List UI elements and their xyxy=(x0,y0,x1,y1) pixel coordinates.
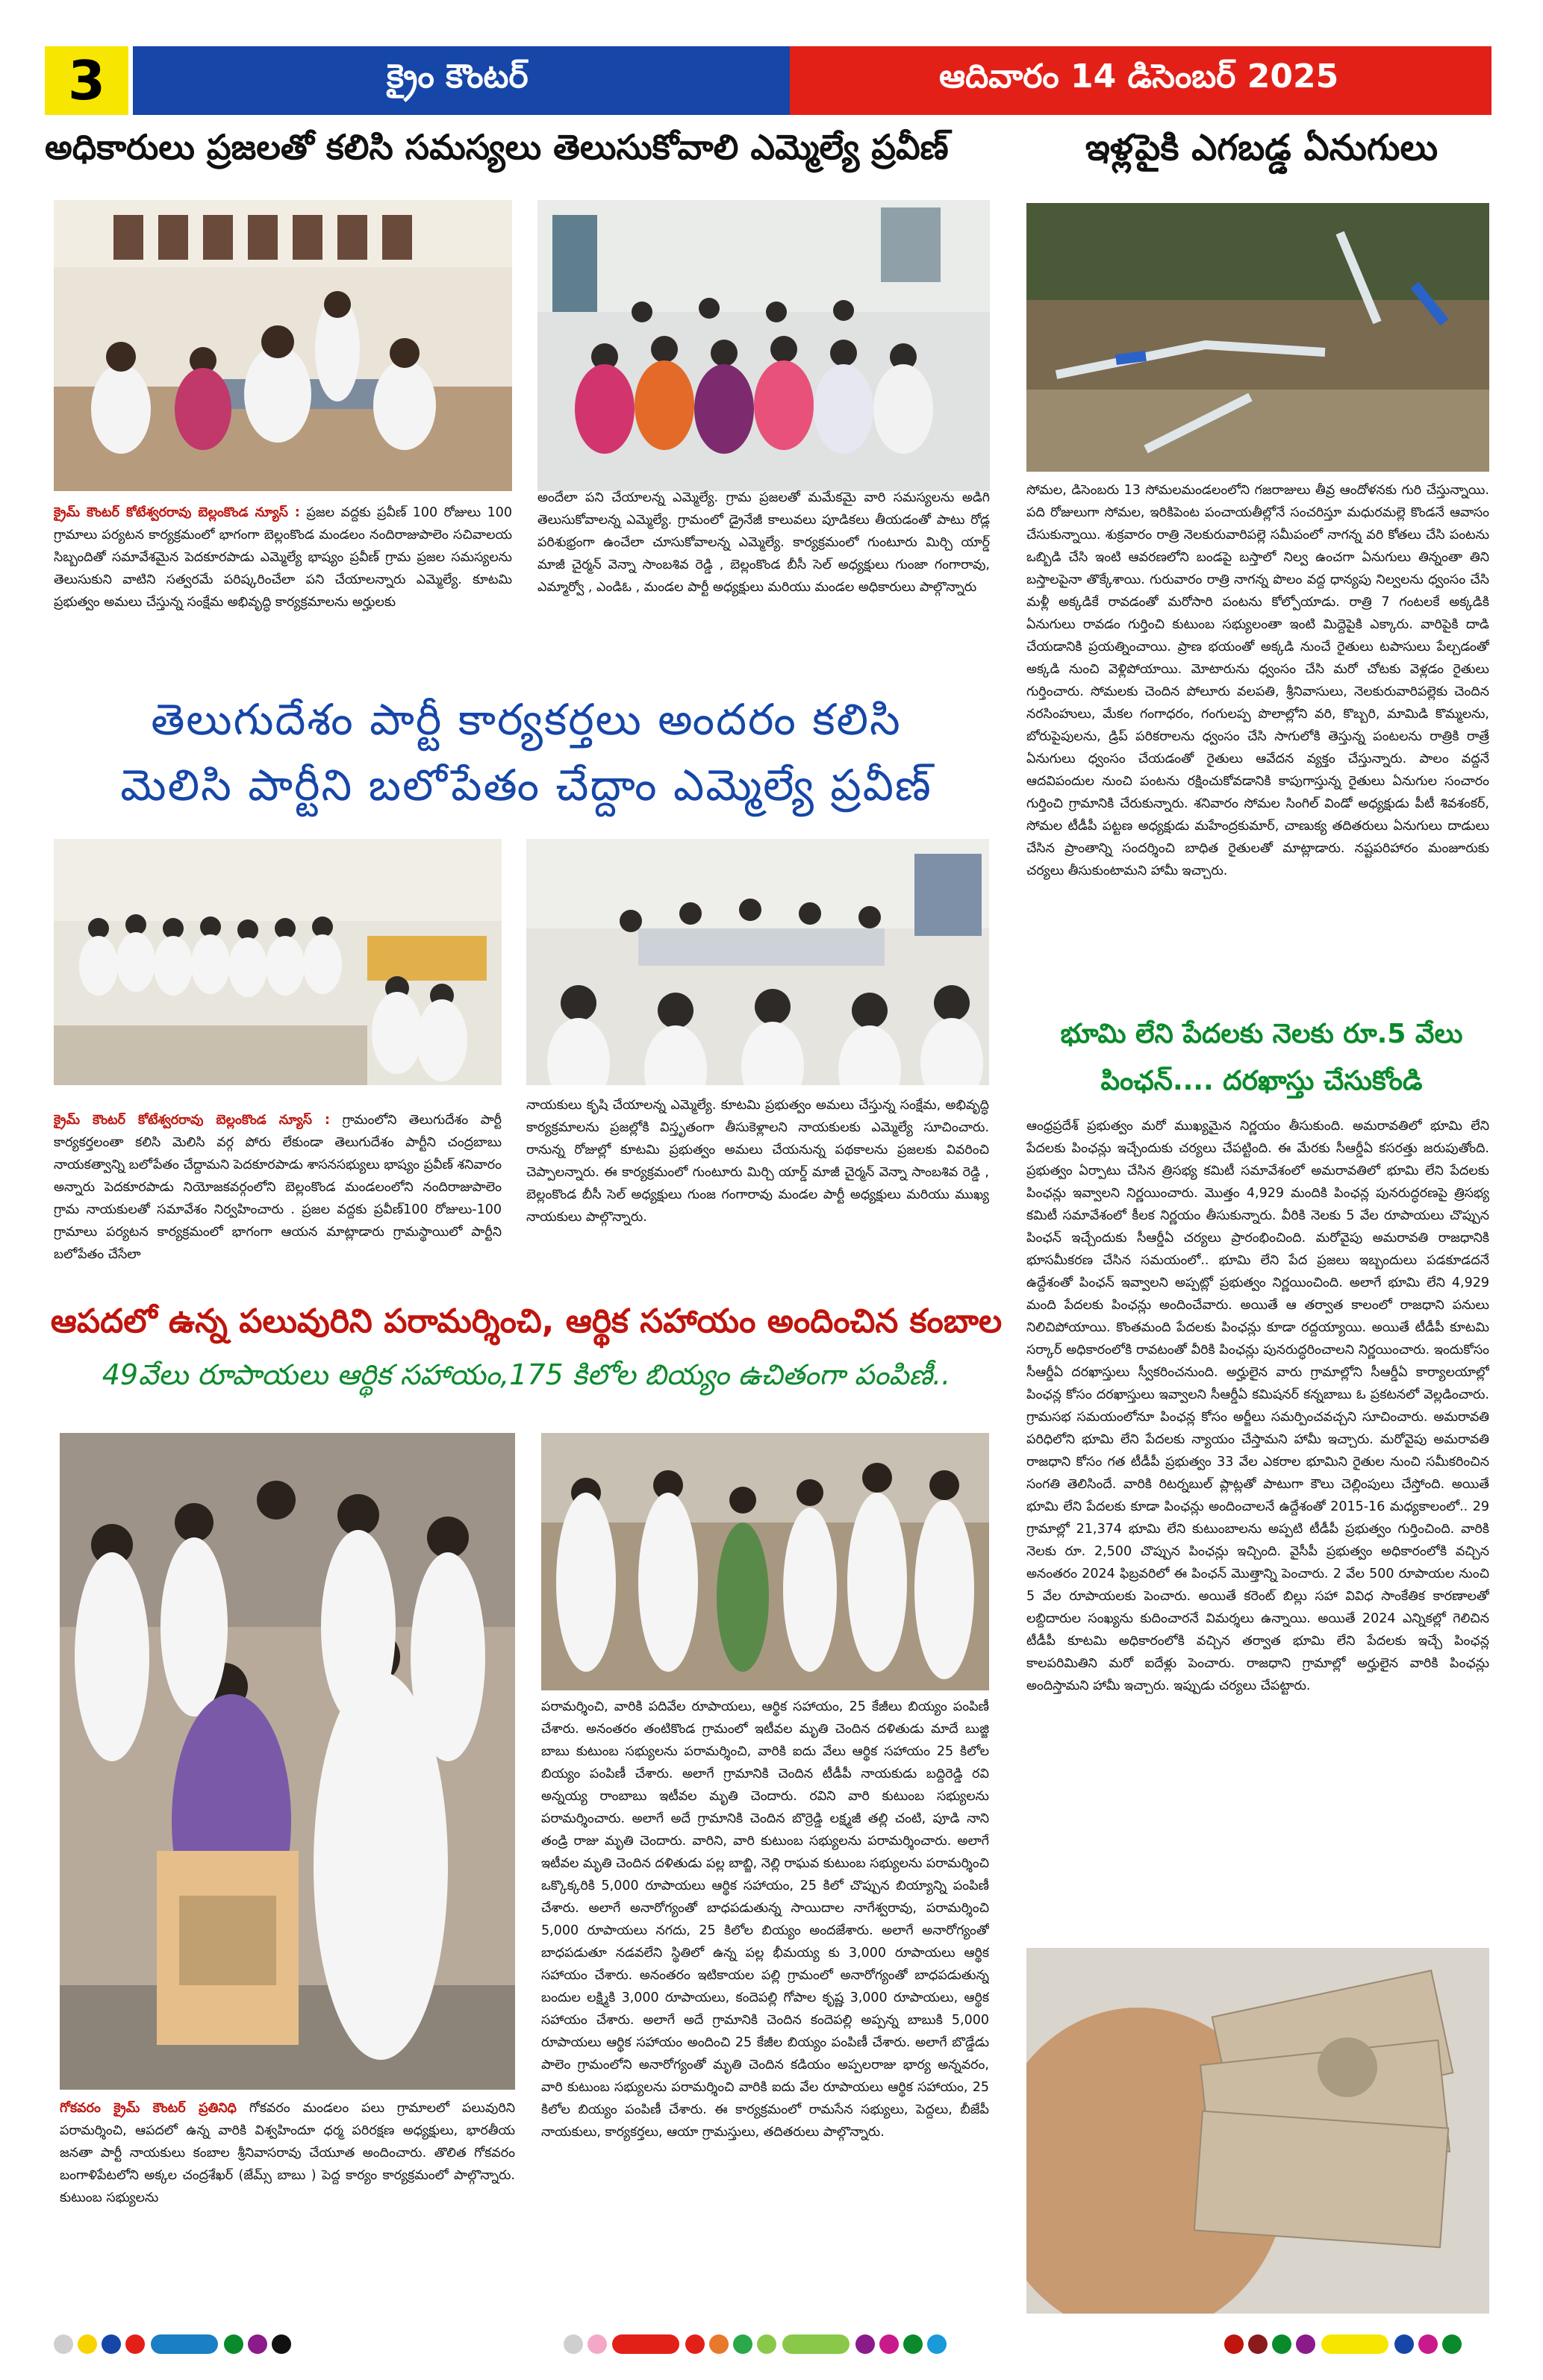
story5-headline-line1: భూమి లేని పేదలకు నెలకు రూ.5 వేలు xyxy=(1060,1019,1463,1049)
footer-dot xyxy=(757,2334,776,2354)
footer-dot xyxy=(564,2334,583,2354)
issue-date: ఆదివారం 14 డిసెంబర్ 2025 xyxy=(790,46,1491,115)
footer-dot xyxy=(1224,2334,1244,2354)
story1-headline: అధికారులు ప్రజలతో కలిసి సమస్యలు తెలుసుకోవాలి ఎమ్మెల్యే ప్రవీణ్ xyxy=(45,128,949,167)
section-name: క్రైం కౌంటర్ xyxy=(133,46,790,115)
story2-body-1: గ్రామంలోని తెలుగుదేశం పార్టీ కార్యకర్తలంతా కలిసి మెలిసి వర్గ పోరు లేకుండా తెలుగుదేశం పార్టీని చంద్రబాబు నాయకత్వాన్ని బలోపేతం చేద్దామని పెదకూరపాడు శాసనసభ్యులు భాష్యం ప్రవీణ్ శనివారం అన్నారు పెదకూరపాడు నియోజకవర్గంలోని బెల్లంకొండ మండలంలోని నందిరాజుపాలెం గ్రామ నాయకులతో సమావేశం నిర్వహించారు . ప్రజల వద్దకు ప్రవీణ్100 రోజులు-100 గ్రామాలు పర్యటన కార్యక్రమంలో భాగంగా ఆయన మాట్లాడారు గ్రామస్థాయిలో పార్టీని బలోపేతం చేసేలా xyxy=(54,1113,502,1262)
footer-dot xyxy=(1296,2334,1315,2354)
story3-column-1 xyxy=(60,2097,515,2314)
footer-dot xyxy=(855,2334,875,2354)
story4-column xyxy=(1026,479,1489,987)
story3-photo-visit xyxy=(541,1433,989,1690)
story1-column-2 xyxy=(537,487,990,666)
story5-headline-line2: పింఛన్.... దరఖాస్తు చేసుకోండి xyxy=(1100,1066,1423,1096)
footer-bar xyxy=(782,2334,850,2354)
story2-photo-speech xyxy=(526,839,989,1085)
story3-subhead: 49వేలు రూపాయలు ఆర్థిక సహాయం,175 కిలోల బియ్యం ఉచితంగా పంపిణీ.. xyxy=(102,1358,951,1391)
footer-dot xyxy=(1248,2334,1268,2354)
footer-dot xyxy=(1418,2334,1438,2354)
story4-body: సోమల, డిసెంబరు 13 సోమలమండలంలోని గజరాజులు తీవ్ర ఆందోళనకు గురి చేస్తున్నాయి. పది రోజులుగా సోమల, ఇరికిపెంట పంచాయతీల్లోనే సంచరిస్తూ మధురమల్లె కొండనే ఆవాసం చేసుకున్నాయి. శుక్రవారం రాత్రి నెలకురువారిపల్లె సమీపంలో నాగన్న వరి కోతలు చేసి పంటను ఒబ్బిడి చేసి ఇంటి ఆవరణలోని బండపై బస్తాలో నిల్వ ఉంచగా ఏనుగులు తిన్నంతా తిని బస్తాలపైనా తొక్కేశాయి. గురువారం రాత్రి నాగన్న పొలం వద్ద ధాన్యపు నిల్వలను ధ్వంసం చేసి మళ్లీ అక్కడికే రావడంతో మరోసారి పంటను కోల్పోయాడు. రాత్రి 7 గంటలకే అక్కడికి ఏనుగులు రావడం గుర్తించి కుటుంబ సభ్యులంతా ఇంటి మిద్దెపైకి ఎక్కారు. వారిపైకి దాడి చేయడానికి ప్రయత్నించాయి. ప్రాణ భయంతో అక్కడి నుంచే రైతులు టపాసులు పేల్చడంతో అక్కడి నుంచి వెళ్లిపోయాయి. మోటారును ధ్వంసం చేసి మరో చోటకు వెళ్లడం రైతులు గుర్తించారు. సోమలకు చెందిన పోలూరు వలపతి, శ్రీనివాసులు, నెలకురువారిపల్లెకు చెందిన నరసింహులు, మేకల గంగాధరం, గంగులప్ప పొలాల్లోని వరి, కొబ్బరి, మామిడి కొమ్మలను, బోరుపైపులను, డ్రిప్ పరికరాలను ధ్వంసం చేసి సాగులోకి తెస్తున్న పంటలను రాత్రికి రాత్రే ఏనుగులు ధ్వంసం చేయడంతో రైతులు ఆవేదన వ్యక్తం చేస్తున్నారు. పాలం వద్దనే ఆదవిపందుల నుంచి పంటను రక్షించుకోవడానికి కాపుగాస్తున్న రైతులు ఏనుగుల సంచారం గుర్తించి గ్రామానికి చేరుకున్నారు. శనివారం సోమల సింగిల్ విండో అధ్యక్షుడు పీటీ శివశంకర్, సోమల టీడీపీ పట్టణ అధ్యక్షుడు మహేంద్రకుమార్, చాణుక్య తదితరులు ఏనుగులు దాడులు చేసిన ప్రాంతాన్ని సందర్శించి బాధిత రైతులతో మాట్లాడారు. నష్టపరిహారం మంజూరుకు చర్యలు తీసుకుంటామని హామీ ఇచ్చారు. xyxy=(1026,483,1489,878)
footer-dot xyxy=(54,2334,73,2354)
story4-headline: ఇళ్లపైకి ఎగబడ్డ ఏనుగులు xyxy=(1085,127,1438,169)
story3-photo-donation xyxy=(60,1433,515,2090)
story2-column-2 xyxy=(526,1094,989,1273)
story3-headline: ఆపదలో ఉన్న పలువురిని పరామర్శించి, ఆర్థిక సహాయం అందించిన కంబాల xyxy=(50,1302,1003,1340)
footer-dot xyxy=(927,2334,947,2354)
story5-column xyxy=(1026,1115,1489,1936)
footer-bar xyxy=(612,2334,679,2354)
story2-photo-meeting xyxy=(54,839,502,1085)
story1-column-1 xyxy=(54,502,512,681)
story1-body-2: అందేలా పని చేయాలన్న ఎమ్మెల్యే. గ్రామ ప్రజలతో మమేకమై వారి సమస్యలను అడిగి తెలుసుకోవాలన్న ఎమ్మెల్యే. గ్రామంలో డ్రైనేజీ కాలువలు పూడికలు తీయడంతో పాటు రోడ్ల పరిశుభ్రంగా ఉంచేలా చూసుకోవాలన్న ఎమ్మెల్యే. కార్యక్రమంలో గుంటూరు మిర్చి యార్డ్ మాజీ చైర్మన్ వెన్నా సాంబశివ రెడ్డి , బెల్లంకొండ బీసీ సెల్ అధ్యక్షులు గుంజా గంగారావు, ఎమ్మార్వో , ఎండిఓ , మండల పార్టీ అధ్యక్షులు మరియు మండల అధికారులు పాల్గొన్నారు xyxy=(537,490,990,595)
footer-bar xyxy=(1321,2334,1388,2354)
story2-column-1 xyxy=(54,1109,502,1288)
story1-dateline: క్రైమ్ కౌంటర్ కోటేశ్వరరావు బెల్లంకొండ న్యూస్ : xyxy=(54,505,300,520)
story5-body: ఆంధ్రప్రదేశ్ ప్రభుత్వం మరో ముఖ్యమైన నిర్ణయం తీసుకుంది. అమరావతిలో భూమి లేని పేదలకు పింఛన్లు ఇచ్చేందుకు చర్యలు చేపట్టింది. ఈ మేరకు సీఆర్డీఏ కసరత్తు జరుపుతోంది. ప్రభుత్వం ఏర్పాటు చేసిన త్రిసభ్య కమిటీ సమావేశంలో అమరావతిలో భూమి లేని పేదలకు పింఛన్లు ఇవ్వాలని నిర్ణయించారు. మొత్తం 4,929 మందికి పింఛన్ల పునరుద్ధరణపై త్రిసభ్య కమిటీ సమావేశంలో కీలక నిర్ణయం తీసుకున్నారు. వీరికి నెలకు 5 వేల రూపాయలు చొప్పున పింఛన్ ఇచ్చేందుకు సీఆర్డీఏ చర్యలు ప్రారంభించింది. మరోవైపు అమరావతి రాజధానికి భూసమీకరణ చేసిన సమయంలో.. భూమి లేని పేద ప్రజలు ఇబ్బందులు పడకూడదనే ఉద్దేశంతో పింఛన్ ఇవ్వాలని అప్పట్లో ప్రభుత్వం నిర్ణయించింది. అలాగే భూమి లేని 4,929 మంది పేదలకు పింఛన్లు అందించేవారు. అయితే ఆ తర్వాత కాలంలో రాజధాని పనులు నిలిచిపోయాయి. కొంతమంది పేదలకు పింఛన్లు కూడా రద్దయ్యాయి. అయితే టీడీపీ కూటమి సర్కార్ అధికారంలోకి రావటంతో వీరికి పింఛన్లు పునరుద్ధరించాలని నిర్ణయించారు. ఇందుకోసం సీఆర్డీఏ దరఖాస్తులు స్వీకరించనుంది. అర్హులైన వారు గ్రామాల్లోని సీఆర్డీఏ కార్యాలయాల్లో పింఛన్ల కోసం దరఖాస్తులు ఇవ్వాలని సీఆర్డీఏ కమిషనర్ కన్నబాబు ఓ ప్రకటనలో వెల్లడించారు. గ్రామసభ సమయంలోనూ పింఛన్ల కోసం అర్జీలు సమర్పించవచ్చని సూచించారు. అమరావతి పరిధిలోని భూమి లేని పేదలకు న్యాయం చేస్తామని హామీ ఇచ్చారు. మరోవైపు అమరావతి రాజధాని కోసం గత టీడీపీ ప్రభుత్వం 33 వేల ఎకరాల భూమిని రైతుల నుంచి సమీకరించిన సంగతి తెలిసిందే. వారికి రిటర్నబుల్ ప్లాట్లతో పాటుగా కౌలు చెల్లింపులు చేస్తోంది. అయితే భూమి లేని పేదలకు కూడా పింఛన్లు అందించాలనే ఉద్దేశంతో 2015-16 మధ్యకాలంలో.. 29 గ్రామాల్లో 21,374 భూమి లేని కుటుంబాలను అప్పటి టీడీపీ ప్రభుత్వం గుర్తించింది. వారికి నెలకు రూ. 2,500 చొప్పున పింఛన్లు ఇచ్చింది. వైసీపీ ప్రభుత్వం అధికారంలోకి వచ్చిన అనంతరం 2024 ఫిబ్రవరిలో ఈ పింఛన్ మొత్తాన్ని పెంచారు. 2 వేల 500 రూపాయల నుంచి 5 వేల రూపాయలకు పెంచారు. అయితే కరెంట్ బిల్లు సహా వివిధ సాంకేతిక కారణాలతో లబ్దిదారుల సంఖ్యను కుదించారనే విమర్శలు ఉన్నాయి. అయితే 2024 ఎన్నికల్లో గెలిచిన టీడీపీ కూటమి అధికారంలోకి వచ్చిన తర్వాత భూమి లేని పేదలకు ఇచ్చే పింఛన్ల కాలపరిమితిని మరో ఐదేళ్లు పెంచారు. రాజధాని గ్రామాల్లో అర్హులైన వారికి పింఛన్లు అందిస్తామని హామీ ఇచ్చారు. ఇప్పుడు చర్యలు చేపట్టారు. xyxy=(1026,1119,1489,1693)
footer-dot xyxy=(879,2334,899,2354)
story3-body-2: పరామర్శించి, వారికి పదివేల రూపాయలు, ఆర్థిక సహాయం, 25 కేజీలు బియ్యం పంపిణీ చేశారు. అనంతరం తంటికొండ గ్రామంలో ఇటీవల మృతి చెందిన దళితుడు మాదే బుజ్జి బాబు కుటుంబ సభ్యులను పరామర్శించి, వారికి ఐదు వేలు ఆర్థిక సహాయం 25 కిలోల బియ్యం పంపిణీ చేశారు. అలాగే గ్రామానికి చెందిన టీడీపీ నాయకుడు బద్దిరెడ్డి రవి అన్నయ్య రాంబాబు ఇటీవల మృతి చెందారు. రవిని వారి కుటుంబ సభ్యులను పరామర్శించారు. అలాగే అదే గ్రామానికి చెందిన బొర్రెడ్డి లక్ష్మజీ తల్లి చంటి, పూడి నాని తండ్రి రాజు మృతి చెందారు. వారిని, వారి కుటుంబ సభ్యులను పరామర్శించారు. అలాగే ఇటీవల మృతి చెందిన దళితుడు పల్ల బాబ్జి, నెల్లి రాఘవ కుటుంబ సభ్యులను పరామర్శించి ఒక్కొక్కరికి 5,000 రూపాయలు ఆర్థిక సహాయం, 25 కిలో చొప్పున బియ్యాన్ని పంపిణీ చేశారు. అలాగే అనారోగ్యంతో బాధపడుతున్న సాయిదాల నాగేశ్వరావు, పరామర్శించి 5,000 రూపాయలు నగదు, 25 కిలోల బియ్యం అందజేశారు. అలాగే అనారోగ్యంతో బాధపడుతూ నడవలేని స్థితిలో ఉన్న పల్ల భీమయ్య కు 3,000 రూపాయలు ఆర్థిక సహాయం చేశారు. అనంతరం ఇటికాయల పల్లి గ్రామంలో అనారోగ్యంతో బాధపడుతున్న బందుల లక్ష్మికి 3,000 రూపాయలు, కందెపల్లి గోపాల కృష్ణ 3,000 రూపాయలు, ఆర్థిక సహాయం చేశారు. అలాగే అదే గ్రామానికి చెందిన కందెపల్లి అప్పన్న బాబుకి 5,000 రూపాయలు ఆర్థిక సహాయం అందించి 25 కేజీల బియ్యం పంపిణీ చేశారు. అలాగే బొడ్డేడు పాలెం గ్రామంలోని అనారోగ్యంతో మృతి చెందిన కడియం అప్పలరాజు భార్య అన్నవరం, వారి కుటుంబ సభ్యులను పరామర్శించి వారికి ఐదు వేల రూపాయలు ఆర్థిక సహాయం, 25 కిలోల బియ్యం పంపిణీ చేశారు. ఈ కార్యక్రమంలో రామసేన సభ్యులు, పెద్దలు, బీజేపీ నాయకులు, కార్యకర్తలు, ఆయా గ్రామస్తులు, తదితరులు పాల్గొన్నారు. xyxy=(541,1699,989,2140)
story2-dateline: క్రైమ్ కౌంటర్ కోటేశ్వరరావు బెల్లంకొండ న్యూస్ : xyxy=(54,1113,331,1128)
story2-body-2: నాయకులు కృషి చేయాలన్న ఎమ్మెల్యే. కూటమి ప్రభుత్వం అమలు చేస్తున్న సంక్షేమ, అభివృద్ధి కార్యక్రమాలను ప్రజల్లోకి విస్తృతంగా తీసుకెళ్లాలని నాయకులకు ఎమ్మెల్యే సూచించారు. రానున్న రోజుల్లో కూటమి ప్రభుత్వం అమలు చేయనున్న పథకాలను ప్రజలకు వివరించి చెప్పాలన్నారు. ఈ కార్యక్రమంలో గుంటూరు మిర్చి యార్డ్ మాజీ చైర్మన్ వెన్నా సాంబశివ రెడ్డి , బెల్లంకొండ బీసీ సెల్ అధ్యక్షులు గుంజ గంగారావు మండల పార్టీ అధ్యక్షులు మరియు ముఖ్య నాయకులు పాల్గొన్నారు. xyxy=(526,1098,989,1225)
footer-dot xyxy=(1442,2334,1462,2354)
story4-photo-pipes xyxy=(1026,203,1489,472)
footer-dot xyxy=(733,2334,752,2354)
footer-dot xyxy=(125,2334,145,2354)
story1-photo-meeting xyxy=(54,200,512,491)
footer-dot xyxy=(709,2334,729,2354)
footer-dot xyxy=(78,2334,97,2354)
footer-dot xyxy=(1272,2334,1291,2354)
story3-dateline: గోకవరం క్రైమ్ కౌంటర్ ప్రతినిధి xyxy=(60,2101,237,2116)
footer-dot xyxy=(685,2334,705,2354)
footer-dot xyxy=(272,2334,291,2354)
story1-body-1: ప్రజల వద్దకు ప్రవీణ్ 100 రోజులు 100 గ్రామాలు పర్యటన కార్యక్రమంలో భాగంగా బెల్లంకొండ మండలం నందిరాజుపాలెం సచివాలయ సిబ్బందితో సమావేశమైన పెదకూరపాడు ఎమ్మెల్యే భాష్యం ప్రవీణ్ గ్రామ ప్రజల సమస్యలను తెలుసుకుని వాటిని సత్వరమే పరిష్కరించేలా పని చేయాలన్నారు ఎమ్మెల్యే. కూటమి ప్రభుత్వం అమలు చేస్తున్న సంక్షేమ అభివృద్ధి కార్యక్రమాలను అర్హులకు xyxy=(54,505,512,610)
footer-dot xyxy=(903,2334,923,2354)
story3-column-2 xyxy=(541,1696,989,2308)
footer-dot xyxy=(587,2334,607,2354)
footer-dot xyxy=(248,2334,267,2354)
footer-bar xyxy=(151,2334,218,2354)
story5-photo-currency xyxy=(1026,1948,1489,2314)
page-number: 3 xyxy=(45,46,128,115)
footer-dot xyxy=(102,2334,121,2354)
story3-body-1: గోకవరం మండలం పలు గ్రామాలలో పలువురిని పరామర్శించి, ఆపదలో ఉన్న వారికి విశ్వహిందూ ధర్మ పరిరక్షణ అధ్యక్షులు, భారతీయ జనతా పార్టీ నాయకులు కంబాల శ్రీనివాసరావు చేయూత అందించారు. తొలిత గోకవరం బంగాళిపేటలోని అక్కల చంద్రశేఖర్ (జేమ్స్ బాబు ) పెద్ద కార్యం కార్యక్రమంలో పాల్గొన్నారు. కుటుంబ సభ్యులను xyxy=(60,2101,515,2205)
story1-photo-audience xyxy=(537,200,990,491)
footer-dot xyxy=(224,2334,243,2354)
footer-dot xyxy=(1394,2334,1414,2354)
story2-headline-line2: మెలిసి పార్టీని బలోపేతం చేద్దాం ఎమ్మెల్యే ప్రవీణ్ xyxy=(120,760,932,810)
story2-headline-line1: తెలుగుదేశం పార్టీ కార్యకర్తలు అందరం కలిసి xyxy=(151,694,902,745)
